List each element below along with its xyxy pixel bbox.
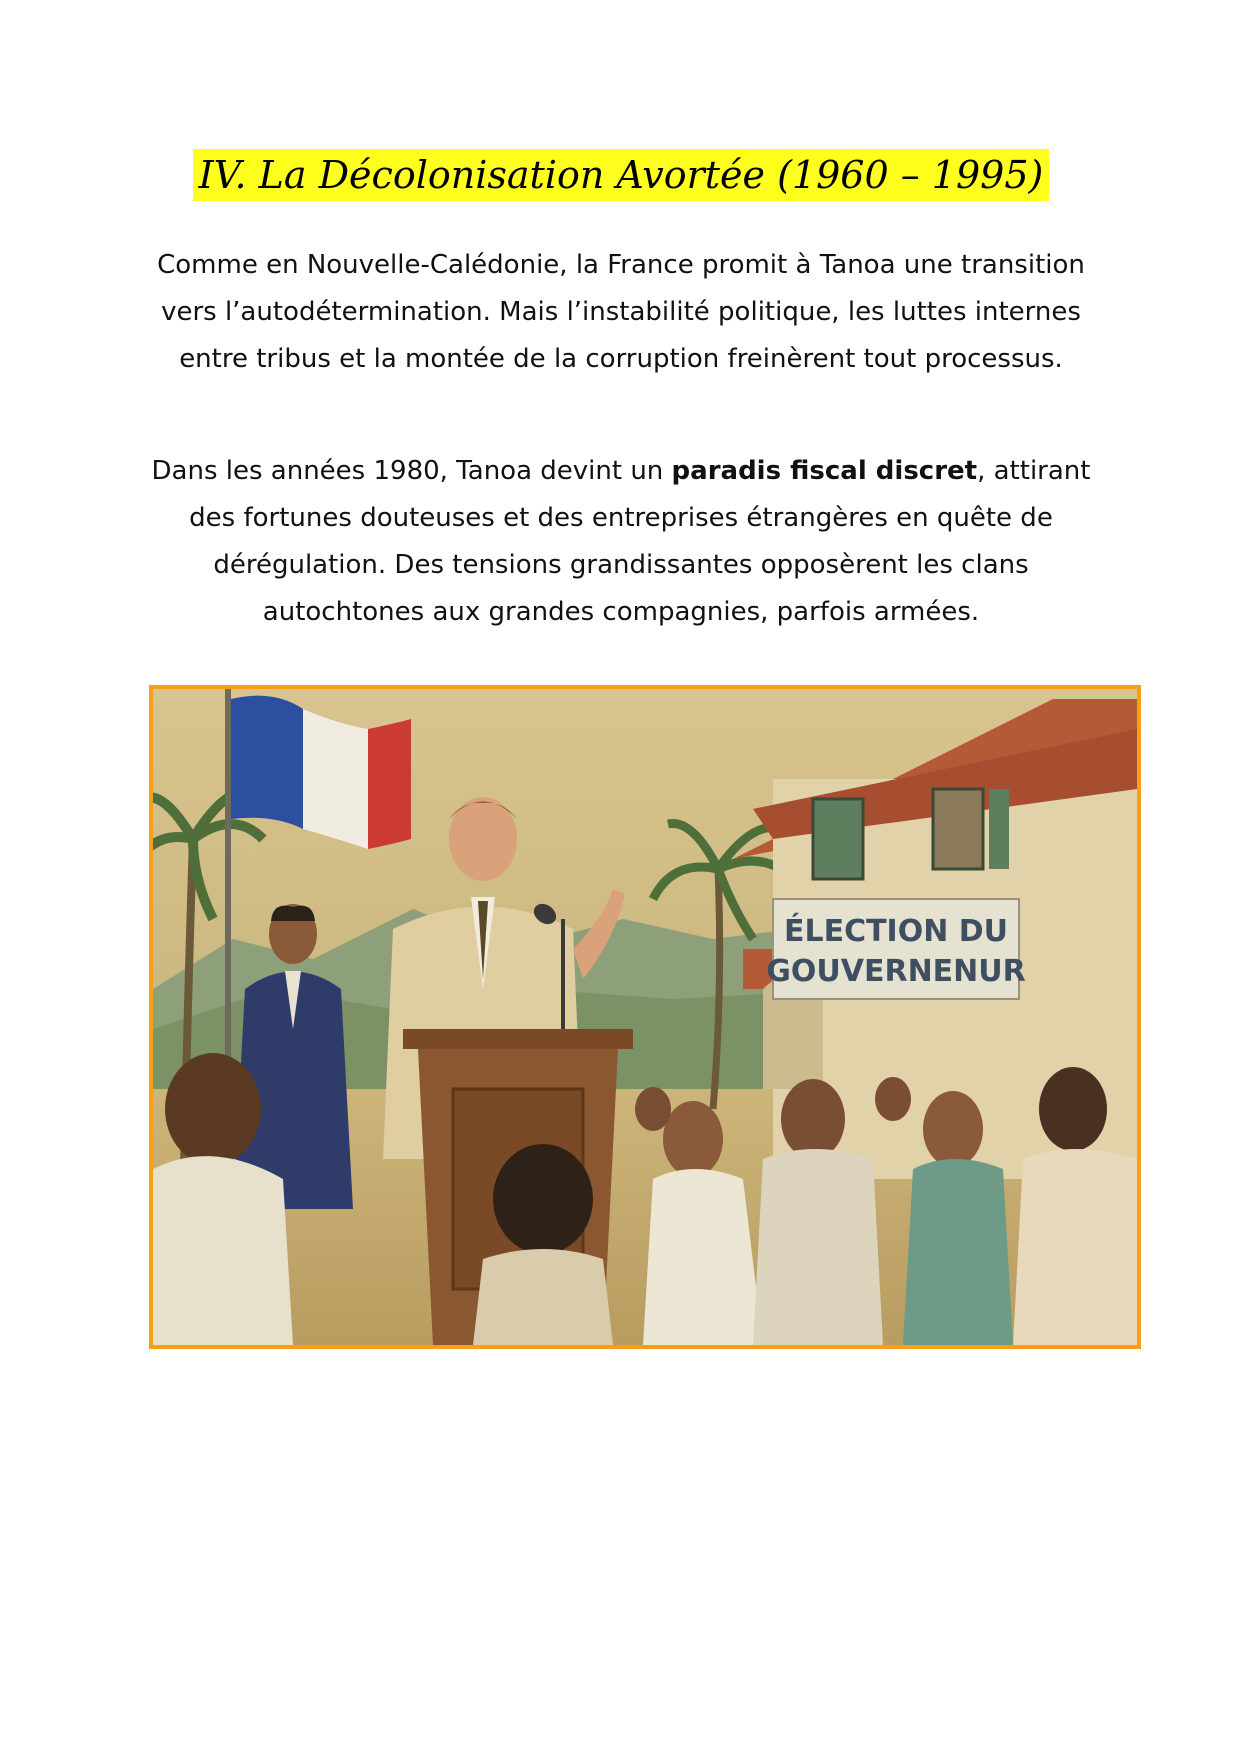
- election-banner: [766, 899, 1025, 999]
- title-wrap: [0, 149, 1242, 201]
- paragraph-1: Comme en Nouvelle-Calédonie, la France promit à Tanoa une transition vers l’autodétermination. Mais l’instabilité politique, les luttes internes entre tribus et la montée de la corruption freinèrent tout processus.: [157, 250, 1085, 374]
- paragraph-2: [140, 448, 1102, 636]
- paragraph-2-bold: paradis fiscal discret: [671, 456, 978, 486]
- banner-line-2: GOUVERNENUR: [766, 954, 1026, 989]
- illustration-frame: [149, 685, 1141, 1349]
- page-title: IV. La Décolonisation Avortée (1960 – 1995): [193, 149, 1050, 201]
- paragraph-2-start: Dans les années 1980, Tanoa devint un: [151, 456, 672, 486]
- illustration: [153, 689, 1137, 1345]
- banner-line-1: ÉLECTION DU: [783, 914, 1009, 949]
- paragraph-2-end: , attirant des fortunes douteuses et des entreprises étrangères en quête de dérégulation. Des tensions grandissantes opposèrent les clans autochtones aux grandes compagnies, parfois armées.: [189, 456, 1091, 627]
